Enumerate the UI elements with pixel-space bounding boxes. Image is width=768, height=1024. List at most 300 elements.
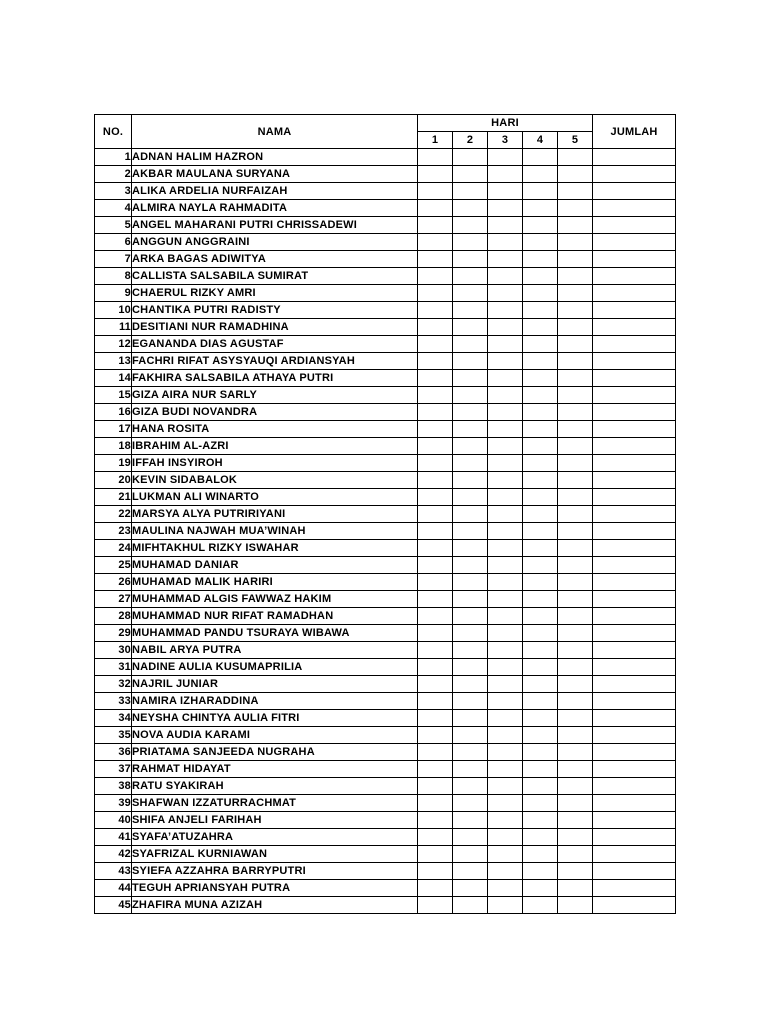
day-5-cell[interactable] [558,387,593,404]
day-3-cell[interactable] [488,523,523,540]
jumlah-cell[interactable] [593,489,676,506]
day-3-cell[interactable] [488,812,523,829]
day-2-cell[interactable] [453,387,488,404]
day-1-cell[interactable] [418,659,453,676]
student-name: CHANTIKA PUTRI RADISTY [132,302,418,319]
day-1-cell[interactable] [418,846,453,863]
day-5-cell[interactable] [558,727,593,744]
jumlah-cell[interactable] [593,846,676,863]
day-1-cell[interactable] [418,336,453,353]
day-1-cell[interactable] [418,880,453,897]
jumlah-cell[interactable] [593,727,676,744]
day-2-cell[interactable] [453,285,488,302]
day-5-cell[interactable] [558,540,593,557]
day-3-cell[interactable] [488,183,523,200]
day-3-cell[interactable] [488,608,523,625]
day-2-cell[interactable] [453,540,488,557]
day-4-cell[interactable] [523,642,558,659]
day-5-cell[interactable] [558,897,593,914]
day-1-cell[interactable] [418,591,453,608]
day-5-cell[interactable] [558,778,593,795]
day-2-cell[interactable] [453,302,488,319]
day-3-cell[interactable] [488,404,523,421]
day-4-cell[interactable] [523,795,558,812]
day-5-cell[interactable] [558,217,593,234]
day-4-cell[interactable] [523,455,558,472]
day-2-cell[interactable] [453,268,488,285]
day-5-cell[interactable] [558,744,593,761]
day-2-cell[interactable] [453,676,488,693]
day-4-cell[interactable] [523,285,558,302]
day-1-cell[interactable] [418,455,453,472]
jumlah-cell[interactable] [593,285,676,302]
day-4-cell[interactable] [523,863,558,880]
day-2-cell[interactable] [453,863,488,880]
day-5-cell[interactable] [558,149,593,166]
day-5-cell[interactable] [558,285,593,302]
day-5-cell[interactable] [558,234,593,251]
day-5-cell[interactable] [558,761,593,778]
student-name: RAHMAT HIDAYAT [132,761,418,778]
day-5-cell[interactable] [558,506,593,523]
day-1-cell[interactable] [418,812,453,829]
day-4-cell[interactable] [523,659,558,676]
day-1-cell[interactable] [418,676,453,693]
day-1-cell[interactable] [418,693,453,710]
jumlah-cell[interactable] [593,166,676,183]
student-name: CALLISTA SALSABILA SUMIRAT [132,268,418,285]
day-3-cell[interactable] [488,659,523,676]
jumlah-cell[interactable] [593,336,676,353]
table-row [95,217,676,234]
day-3-cell[interactable] [488,251,523,268]
jumlah-cell[interactable] [593,217,676,234]
row-number: 43 [95,863,132,880]
day-4-cell[interactable] [523,812,558,829]
day-4-cell[interactable] [523,251,558,268]
jumlah-cell[interactable] [593,591,676,608]
day-4-cell[interactable] [523,489,558,506]
jumlah-cell[interactable] [593,472,676,489]
row-number: 24 [95,540,132,557]
day-5-cell[interactable] [558,863,593,880]
header-no: NO. [95,115,132,149]
day-3-cell[interactable] [488,387,523,404]
day-2-cell[interactable] [453,455,488,472]
jumlah-cell[interactable] [593,421,676,438]
day-2-cell[interactable] [453,897,488,914]
day-4-cell[interactable] [523,710,558,727]
day-4-cell[interactable] [523,302,558,319]
jumlah-cell[interactable] [593,455,676,472]
day-4-cell[interactable] [523,693,558,710]
day-2-cell[interactable] [453,778,488,795]
jumlah-cell[interactable] [593,506,676,523]
row-number: 15 [95,387,132,404]
jumlah-cell[interactable] [593,353,676,370]
day-3-cell[interactable] [488,642,523,659]
jumlah-cell[interactable] [593,319,676,336]
day-5-cell[interactable] [558,268,593,285]
day-4-cell[interactable] [523,166,558,183]
day-2-cell[interactable] [453,234,488,251]
jumlah-cell[interactable] [593,778,676,795]
day-3-cell[interactable] [488,149,523,166]
table-row [95,404,676,421]
day-4-cell[interactable] [523,540,558,557]
day-4-cell[interactable] [523,217,558,234]
day-1-cell[interactable] [418,404,453,421]
jumlah-cell[interactable] [593,268,676,285]
day-2-cell[interactable] [453,591,488,608]
day-4-cell[interactable] [523,676,558,693]
table-row [95,642,676,659]
day-2-cell[interactable] [453,489,488,506]
day-2-cell[interactable] [453,353,488,370]
day-3-cell[interactable] [488,353,523,370]
day-3-cell[interactable] [488,829,523,846]
day-4-cell[interactable] [523,336,558,353]
day-5-cell[interactable] [558,795,593,812]
day-2-cell[interactable] [453,829,488,846]
jumlah-cell[interactable] [593,812,676,829]
day-3-cell[interactable] [488,863,523,880]
day-3-cell[interactable] [488,336,523,353]
day-1-cell[interactable] [418,472,453,489]
student-name: NEYSHA CHINTYA AULIA FITRI [132,710,418,727]
day-1-cell[interactable] [418,863,453,880]
day-1-cell[interactable] [418,761,453,778]
student-name: CHAERUL RIZKY AMRI [132,285,418,302]
day-4-cell[interactable] [523,591,558,608]
row-number: 29 [95,625,132,642]
day-1-cell[interactable] [418,438,453,455]
day-1-cell[interactable] [418,268,453,285]
day-4-cell[interactable] [523,897,558,914]
day-2-cell[interactable] [453,404,488,421]
day-5-cell[interactable] [558,829,593,846]
day-4-cell[interactable] [523,778,558,795]
table-row [95,846,676,863]
day-1-cell[interactable] [418,370,453,387]
day-2-cell[interactable] [453,846,488,863]
day-3-cell[interactable] [488,676,523,693]
jumlah-cell[interactable] [593,404,676,421]
row-number: 5 [95,217,132,234]
day-4-cell[interactable] [523,727,558,744]
student-name: MUHAMMAD PANDU TSURAYA WIBAWA [132,625,418,642]
day-1-cell[interactable] [418,540,453,557]
day-2-cell[interactable] [453,166,488,183]
day-4-cell[interactable] [523,387,558,404]
day-3-cell[interactable] [488,285,523,302]
day-5-cell[interactable] [558,574,593,591]
day-1-cell[interactable] [418,795,453,812]
day-5-cell[interactable] [558,812,593,829]
day-2-cell[interactable] [453,642,488,659]
day-3-cell[interactable] [488,693,523,710]
jumlah-cell[interactable] [593,557,676,574]
day-2-cell[interactable] [453,506,488,523]
day-3-cell[interactable] [488,506,523,523]
day-2-cell[interactable] [453,557,488,574]
row-number: 42 [95,846,132,863]
day-4-cell[interactable] [523,880,558,897]
jumlah-cell[interactable] [593,608,676,625]
day-5-cell[interactable] [558,455,593,472]
table-row [95,591,676,608]
student-name: TEGUH APRIANSYAH PUTRA [132,880,418,897]
day-3-cell[interactable] [488,370,523,387]
day-4-cell[interactable] [523,183,558,200]
day-1-cell[interactable] [418,727,453,744]
day-4-cell[interactable] [523,846,558,863]
day-2-cell[interactable] [453,183,488,200]
day-2-cell[interactable] [453,574,488,591]
day-1-cell[interactable] [418,489,453,506]
day-1-cell[interactable] [418,897,453,914]
jumlah-cell[interactable] [593,234,676,251]
day-2-cell[interactable] [453,472,488,489]
jumlah-cell[interactable] [593,897,676,914]
jumlah-cell[interactable] [593,880,676,897]
day-3-cell[interactable] [488,795,523,812]
day-2-cell[interactable] [453,812,488,829]
day-3-cell[interactable] [488,438,523,455]
day-3-cell[interactable] [488,778,523,795]
day-5-cell[interactable] [558,370,593,387]
day-2-cell[interactable] [453,319,488,336]
day-5-cell[interactable] [558,693,593,710]
table-row [95,506,676,523]
row-number: 23 [95,523,132,540]
day-1-cell[interactable] [418,642,453,659]
day-4-cell[interactable] [523,149,558,166]
day-5-cell[interactable] [558,710,593,727]
day-4-cell[interactable] [523,353,558,370]
day-4-cell[interactable] [523,472,558,489]
day-2-cell[interactable] [453,625,488,642]
day-4-cell[interactable] [523,200,558,217]
day-4-cell[interactable] [523,268,558,285]
day-1-cell[interactable] [418,387,453,404]
day-1-cell[interactable] [418,574,453,591]
day-3-cell[interactable] [488,880,523,897]
day-1-cell[interactable] [418,523,453,540]
day-5-cell[interactable] [558,523,593,540]
day-4-cell[interactable] [523,438,558,455]
day-1-cell[interactable] [418,285,453,302]
day-2-cell[interactable] [453,608,488,625]
day-1-cell[interactable] [418,557,453,574]
day-2-cell[interactable] [453,761,488,778]
day-3-cell[interactable] [488,217,523,234]
jumlah-cell[interactable] [593,761,676,778]
day-3-cell[interactable] [488,472,523,489]
day-1-cell[interactable] [418,166,453,183]
day-4-cell[interactable] [523,234,558,251]
day-4-cell[interactable] [523,761,558,778]
student-name: ANGEL MAHARANI PUTRI CHRISSADEWI [132,217,418,234]
day-2-cell[interactable] [453,217,488,234]
student-name: AKBAR MAULANA SURYANA [132,166,418,183]
jumlah-cell[interactable] [593,676,676,693]
day-2-cell[interactable] [453,370,488,387]
day-5-cell[interactable] [558,489,593,506]
day-4-cell[interactable] [523,319,558,336]
row-number: 16 [95,404,132,421]
day-3-cell[interactable] [488,591,523,608]
day-5-cell[interactable] [558,166,593,183]
jumlah-cell[interactable] [593,642,676,659]
jumlah-cell[interactable] [593,574,676,591]
day-1-cell[interactable] [418,608,453,625]
day-5-cell[interactable] [558,642,593,659]
day-4-cell[interactable] [523,421,558,438]
jumlah-cell[interactable] [593,795,676,812]
day-3-cell[interactable] [488,455,523,472]
jumlah-cell[interactable] [593,710,676,727]
day-4-cell[interactable] [523,370,558,387]
day-1-cell[interactable] [418,506,453,523]
day-5-cell[interactable] [558,625,593,642]
day-3-cell[interactable] [488,574,523,591]
day-5-cell[interactable] [558,608,593,625]
day-1-cell[interactable] [418,183,453,200]
day-1-cell[interactable] [418,319,453,336]
day-5-cell[interactable] [558,319,593,336]
day-5-cell[interactable] [558,846,593,863]
day-3-cell[interactable] [488,744,523,761]
day-3-cell[interactable] [488,557,523,574]
day-2-cell[interactable] [453,693,488,710]
day-3-cell[interactable] [488,761,523,778]
day-2-cell[interactable] [453,659,488,676]
day-1-cell[interactable] [418,829,453,846]
day-5-cell[interactable] [558,183,593,200]
day-1-cell[interactable] [418,217,453,234]
day-1-cell[interactable] [418,234,453,251]
day-3-cell[interactable] [488,625,523,642]
day-2-cell[interactable] [453,880,488,897]
day-5-cell[interactable] [558,557,593,574]
day-5-cell[interactable] [558,591,593,608]
day-1-cell[interactable] [418,710,453,727]
day-5-cell[interactable] [558,659,593,676]
day-2-cell[interactable] [453,710,488,727]
day-2-cell[interactable] [453,421,488,438]
jumlah-cell[interactable] [593,744,676,761]
day-4-cell[interactable] [523,574,558,591]
day-3-cell[interactable] [488,166,523,183]
day-2-cell[interactable] [453,149,488,166]
day-4-cell[interactable] [523,608,558,625]
day-2-cell[interactable] [453,200,488,217]
jumlah-cell[interactable] [593,302,676,319]
day-1-cell[interactable] [418,353,453,370]
day-5-cell[interactable] [558,880,593,897]
jumlah-cell[interactable] [593,829,676,846]
day-2-cell[interactable] [453,438,488,455]
jumlah-cell[interactable] [593,387,676,404]
day-2-cell[interactable] [453,795,488,812]
jumlah-cell[interactable] [593,659,676,676]
header-day-5: 5 [558,132,593,149]
jumlah-cell[interactable] [593,370,676,387]
day-5-cell[interactable] [558,404,593,421]
day-1-cell[interactable] [418,625,453,642]
table-row [95,353,676,370]
day-3-cell[interactable] [488,319,523,336]
day-4-cell[interactable] [523,744,558,761]
day-4-cell[interactable] [523,523,558,540]
day-5-cell[interactable] [558,251,593,268]
jumlah-cell[interactable] [593,200,676,217]
day-1-cell[interactable] [418,149,453,166]
day-3-cell[interactable] [488,200,523,217]
day-3-cell[interactable] [488,540,523,557]
day-3-cell[interactable] [488,897,523,914]
day-3-cell[interactable] [488,234,523,251]
jumlah-cell[interactable] [593,540,676,557]
day-4-cell[interactable] [523,404,558,421]
jumlah-cell[interactable] [593,251,676,268]
day-2-cell[interactable] [453,523,488,540]
day-1-cell[interactable] [418,200,453,217]
day-5-cell[interactable] [558,353,593,370]
jumlah-cell[interactable] [593,183,676,200]
day-1-cell[interactable] [418,778,453,795]
row-number: 45 [95,897,132,914]
jumlah-cell[interactable] [593,149,676,166]
day-1-cell[interactable] [418,744,453,761]
day-3-cell[interactable] [488,489,523,506]
day-2-cell[interactable] [453,336,488,353]
day-5-cell[interactable] [558,302,593,319]
day-5-cell[interactable] [558,676,593,693]
day-1-cell[interactable] [418,251,453,268]
table-row [95,387,676,404]
day-3-cell[interactable] [488,846,523,863]
student-name: NOVA AUDIA KARAMI [132,727,418,744]
student-name: ALIKA ARDELIA NURFAIZAH [132,183,418,200]
day-5-cell[interactable] [558,438,593,455]
day-3-cell[interactable] [488,710,523,727]
day-4-cell[interactable] [523,557,558,574]
day-2-cell[interactable] [453,251,488,268]
day-5-cell[interactable] [558,336,593,353]
day-2-cell[interactable] [453,744,488,761]
day-4-cell[interactable] [523,506,558,523]
jumlah-cell[interactable] [593,863,676,880]
day-2-cell[interactable] [453,727,488,744]
jumlah-cell[interactable] [593,438,676,455]
jumlah-cell[interactable] [593,523,676,540]
day-1-cell[interactable] [418,302,453,319]
day-5-cell[interactable] [558,472,593,489]
day-1-cell[interactable] [418,421,453,438]
day-3-cell[interactable] [488,302,523,319]
day-5-cell[interactable] [558,421,593,438]
day-3-cell[interactable] [488,268,523,285]
day-4-cell[interactable] [523,829,558,846]
jumlah-cell[interactable] [593,693,676,710]
day-5-cell[interactable] [558,200,593,217]
jumlah-cell[interactable] [593,625,676,642]
day-3-cell[interactable] [488,421,523,438]
day-3-cell[interactable] [488,727,523,744]
day-4-cell[interactable] [523,625,558,642]
